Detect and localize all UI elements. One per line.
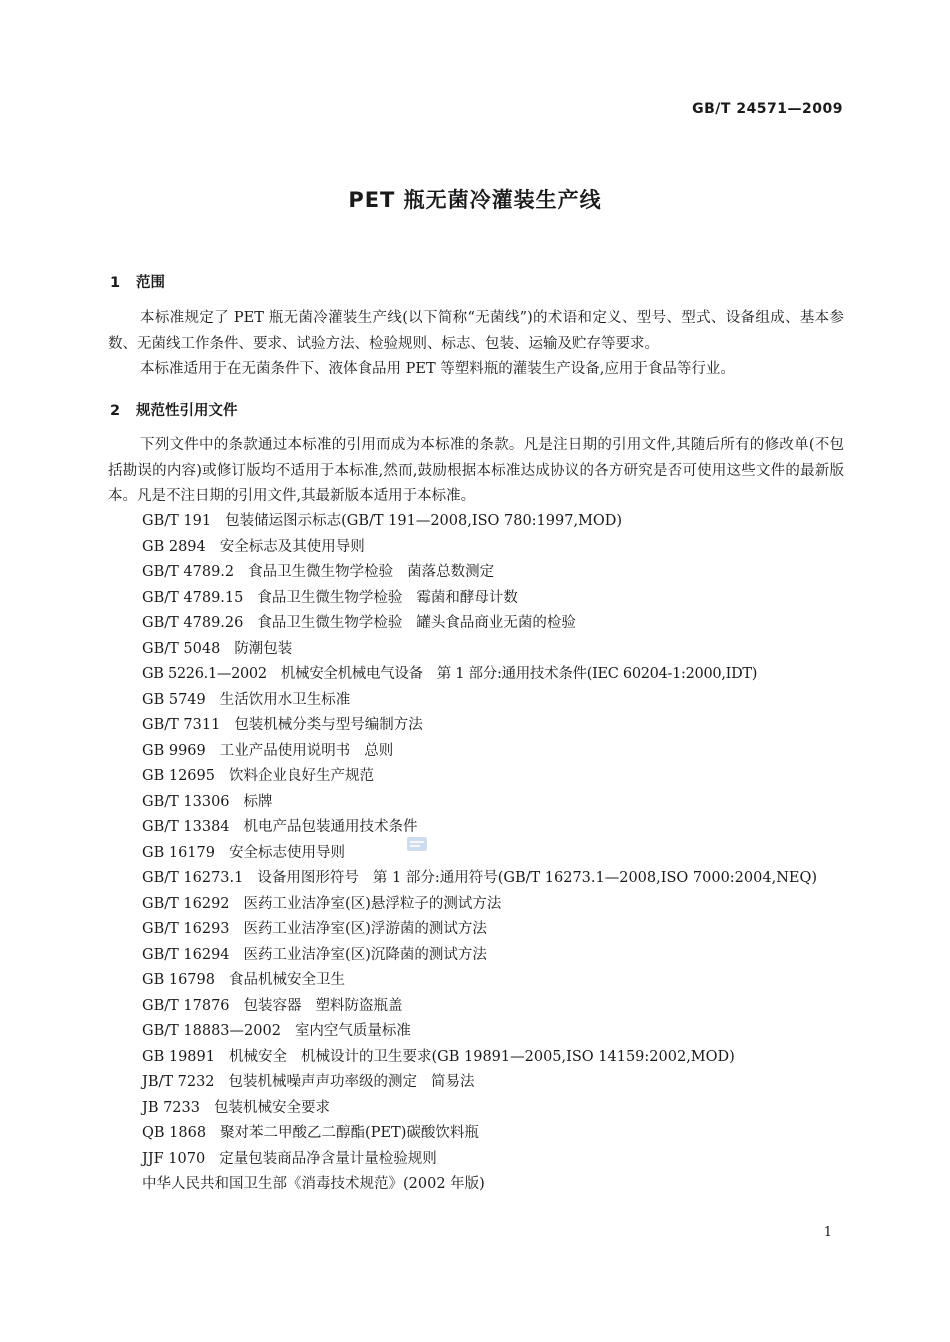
- list-item: 中华人民共和国卫生部《消毒技术规范》(2002 年版): [142, 1176, 485, 1192]
- list-item: GB 16798 食品机械安全卫生: [142, 972, 345, 988]
- list-item: GB 12695 饮料企业良好生产规范: [142, 768, 374, 784]
- page-title: PET 瓶无菌冷灌装生产线: [348, 188, 602, 212]
- normative-reference-list: [108, 509, 844, 1198]
- list-item: JJF 1070 定量包装商品净含量计量检验规则: [142, 1150, 437, 1167]
- section-number: 2: [110, 403, 121, 419]
- list-item: QB 1868 聚对苯二甲酸乙二醇酯(PET)碳酸饮料瓶: [142, 1125, 479, 1141]
- list-item: GB/T 16293 医药工业洁净室(区)浮游菌的测试方法: [142, 921, 487, 937]
- list-item: GB 5226.1—2002 机械安全机械电气设备 第 1 部分:通用技术条件(IEC 60204-1:2000,IDT): [142, 666, 758, 682]
- section-2-paragraph-1: 下列文件中的条款通过本标准的引用而成为本标准的条款。凡是注日期的引用文件,其随后所有的修改单(不包括勘误的内容)或修订版均不适用于本标准,然而,鼓励根据本标准达成协议的各方研究是否可使用这些文件的最新版本。凡是不注日期的引用文件,其最新版本适用于本标准。: [108, 437, 844, 504]
- section-1-paragraph-2: 本标准适用于在无菌条件下、液体食品用 PET 等塑料瓶的灌装生产设备,应用于食品等行业。: [140, 361, 735, 377]
- section-title: 范围: [136, 275, 165, 291]
- list-item: GB/T 18883—2002 室内空气质量标准: [142, 1023, 411, 1039]
- list-item: GB/T 17876 包装容器 塑料防盗瓶盖: [142, 997, 403, 1014]
- list-item: GB 9969 工业产品使用说明书 总则: [142, 742, 394, 759]
- standard-code: GB/T 24571—2009: [692, 101, 843, 117]
- section-1-paragraph-1: 本标准规定了 PET 瓶无菌冷灌装生产线(以下简称“无菌线”)的术语和定义、型号、型式、设备组成、基本参数、无菌线工作条件、要求、试验方法、检验规则、标志、包装、运输及贮存等要求。: [108, 310, 844, 352]
- list-item: GB/T 4789.15 食品卫生微生物学检验 霉菌和酵母计数: [142, 589, 518, 606]
- list-item: GB 16179 安全标志使用导则: [142, 844, 345, 861]
- list-item: GB/T 5048 防潮包装: [142, 640, 293, 657]
- list-item: GB/T 16294 医药工业洁净室(区)沉降菌的测试方法: [142, 946, 487, 963]
- list-item: GB 2894 安全标志及其使用导则: [142, 538, 365, 555]
- list-item: GB/T 7311 包装机械分类与型号编制方法: [142, 717, 423, 733]
- list-item: GB/T 13306 标牌: [142, 793, 273, 810]
- list-item: GB/T 16292 医药工业洁净室(区)悬浮粒子的测试方法: [142, 895, 502, 912]
- list-item: JB 7233 包装机械安全要求: [142, 1099, 330, 1116]
- list-item: GB/T 16273.1 设备用图形符号 第 1 部分:通用符号(GB/T 16273.1—2008,ISO 7000:2004,NEQ): [142, 870, 818, 886]
- section-number: 1: [110, 275, 121, 291]
- page-number: 1: [823, 1225, 832, 1240]
- section-2-heading: [110, 399, 238, 420]
- list-item: GB 5749 生活饮用水卫生标准: [142, 691, 351, 708]
- list-item: GB/T 4789.26 食品卫生微生物学检验 罐头食品商业无菌的检验: [142, 615, 576, 631]
- list-item: GB 19891 机械安全 机械设计的卫生要求(GB 19891—2005,ISO 14159:2002,MOD): [142, 1048, 735, 1065]
- list-item: GB/T 191 包装储运图示标志(GB/T 191—2008,ISO 780:1997,MOD): [142, 513, 623, 529]
- section-title: 规范性引用文件: [136, 403, 238, 419]
- watermark-stamp-icon: [406, 836, 428, 852]
- list-item: GB/T 13384 机电产品包装通用技术条件: [142, 819, 418, 835]
- list-item: GB/T 4789.2 食品卫生微生物学检验 菌落总数测定: [142, 564, 495, 580]
- section-1-heading: [110, 271, 165, 292]
- list-item: JB/T 7232 包装机械噪声声功率级的测定 简易法: [142, 1074, 475, 1090]
